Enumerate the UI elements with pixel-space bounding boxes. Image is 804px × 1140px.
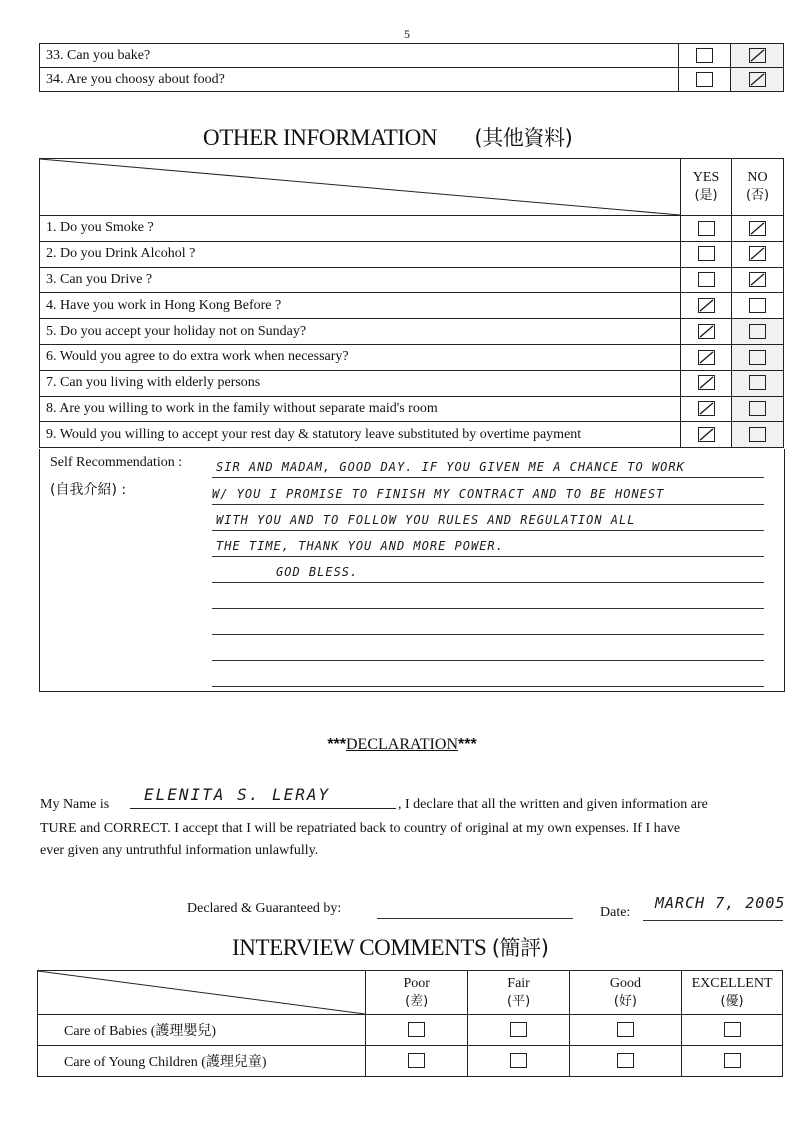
- no-cell: [732, 216, 784, 242]
- check-mark-icon: [750, 247, 765, 260]
- self-recommendation-line: SIR AND MADAM, GOOD DAY. IF YOU GIVEN ME A CHANCE TO WORK: [216, 460, 685, 474]
- rating-label-cn: (好): [613, 993, 638, 1009]
- question-row: [40, 267, 784, 293]
- check-mark-icon: [750, 49, 765, 62]
- page-number: 5: [404, 27, 410, 41]
- self-recommendation-line: WITH YOU AND TO FOLLOW YOU RULES AND REGULATION ALL: [216, 513, 636, 527]
- declaration-line2: TURE and CORRECT. I accept that I will be repatriated back to country of original at my own expenses. If I have: [40, 821, 681, 836]
- rating-cell: [682, 1015, 783, 1046]
- yes-checkbox[interactable]: [698, 246, 715, 261]
- question-text: 6. Would you agree to do extra work when necessary?: [40, 344, 681, 370]
- no-checkbox[interactable]: [749, 350, 766, 365]
- no-checkbox[interactable]: [749, 72, 766, 87]
- rating-cell: [468, 1046, 569, 1077]
- no-cell: [732, 396, 784, 422]
- question-text: 2. Do you Drink Alcohol ?: [40, 241, 681, 267]
- name-value: ELENITA S. LERAY: [144, 785, 331, 804]
- question-text: 4. Have you work in Hong Kong Before ?: [40, 293, 681, 319]
- check-mark-icon: [699, 299, 714, 312]
- declaration-line3: ever given any untruthful information unlawfully.: [40, 843, 319, 858]
- question-text: 7. Can you living with elderly persons: [40, 370, 681, 396]
- self-recommendation-cn: (自我介紹) :: [50, 482, 127, 498]
- interview-title-cn: (簡評): [491, 936, 549, 960]
- rating-cell: [569, 1046, 681, 1077]
- yes-cell: [681, 319, 732, 345]
- declared-by-label: Declared & Guaranteed by:: [187, 901, 342, 916]
- interview-title: [232, 932, 549, 962]
- no-cell: [732, 293, 784, 319]
- yes-checkbox[interactable]: [698, 324, 715, 339]
- writing-line: [212, 530, 764, 531]
- yes-header: [681, 159, 732, 216]
- diagonal-line: [40, 159, 680, 215]
- rating-checkbox[interactable]: [724, 1053, 741, 1068]
- no-header-cn: (否): [745, 188, 770, 203]
- question-row: [40, 319, 784, 345]
- rating-checkbox[interactable]: [408, 1053, 425, 1068]
- writing-line: [212, 660, 764, 661]
- check-mark-icon: [699, 325, 714, 338]
- rating-checkbox[interactable]: [510, 1053, 527, 1068]
- yes-checkbox[interactable]: [698, 272, 715, 287]
- rating-checkbox[interactable]: [510, 1022, 527, 1037]
- declaration-title: [0, 736, 804, 754]
- no-cell: [732, 344, 784, 370]
- other-info-title: [203, 122, 572, 152]
- question-text: 9. Would you willing to accept your rest day & statutory leave substituted by overtime payment: [40, 422, 681, 448]
- interview-row: [38, 1015, 783, 1046]
- interview-diagonal-line: [38, 971, 365, 1014]
- yes-cell: [681, 267, 732, 293]
- writing-line: [212, 634, 764, 635]
- check-mark-icon: [750, 73, 765, 86]
- rating-label-cn: (優): [720, 993, 744, 1009]
- no-checkbox[interactable]: [749, 48, 766, 63]
- question-text: 33. Can you bake?: [40, 44, 679, 68]
- rating-cell: [366, 1046, 468, 1077]
- declaration-title-text: DECLARATION: [346, 736, 458, 753]
- date-line: [643, 920, 783, 921]
- yes-cell: [681, 216, 732, 242]
- self-recommendation-box: [39, 449, 785, 692]
- question-row: [40, 396, 784, 422]
- question-row: [40, 370, 784, 396]
- check-mark-icon: [699, 402, 714, 415]
- other-info-title-en: OTHER INFORMATION: [203, 125, 438, 150]
- no-checkbox[interactable]: [749, 246, 766, 261]
- declaration-line1: [40, 785, 786, 816]
- no-cell: [732, 370, 784, 396]
- rating-checkbox[interactable]: [617, 1022, 634, 1037]
- rating-label: EXCELLENT: [691, 975, 773, 991]
- yes-checkbox[interactable]: [698, 375, 715, 390]
- rating-column-header: [569, 971, 681, 1015]
- other-info-table: [39, 158, 784, 448]
- no-checkbox[interactable]: [749, 427, 766, 442]
- question-row: [40, 293, 784, 319]
- yes-cell: [681, 241, 732, 267]
- date-label: Date:: [600, 905, 631, 920]
- yes-checkbox[interactable]: [698, 350, 715, 365]
- no-cell: [731, 44, 784, 68]
- yes-checkbox[interactable]: [696, 48, 713, 63]
- header-diagonal-cell: [40, 159, 681, 216]
- yes-checkbox[interactable]: [698, 401, 715, 416]
- no-checkbox[interactable]: [749, 298, 766, 313]
- rating-checkbox[interactable]: [617, 1053, 634, 1068]
- top-questions-table: [39, 43, 784, 92]
- check-mark-icon: [699, 428, 714, 441]
- rating-cell: [569, 1015, 681, 1046]
- writing-line: [212, 582, 764, 583]
- yes-cell: [681, 396, 732, 422]
- other-info-title-cn: (其他資料): [474, 126, 573, 150]
- check-mark-icon: [750, 222, 765, 235]
- yes-cell: [679, 68, 731, 92]
- yes-cell: [681, 344, 732, 370]
- no-checkbox[interactable]: [749, 272, 766, 287]
- rating-cell: [366, 1015, 468, 1046]
- rating-label-cn: (平): [507, 993, 531, 1009]
- question-text: 3. Can you Drive ?: [40, 267, 681, 293]
- no-cell: [732, 422, 784, 448]
- rating-column-header: [682, 971, 783, 1015]
- yes-checkbox[interactable]: [698, 427, 715, 442]
- yes-header-cn: (是): [694, 188, 718, 203]
- self-recommendation-line: GOD BLESS.: [276, 565, 359, 579]
- interview-row-label: Care of Young Children (護理兒童): [38, 1046, 366, 1077]
- no-checkbox[interactable]: [749, 375, 766, 390]
- yes-cell: [681, 370, 732, 396]
- rating-cell: [468, 1015, 569, 1046]
- interview-table: [37, 970, 783, 1077]
- question-row: [40, 68, 784, 92]
- no-header: [732, 159, 784, 216]
- rating-cell: [682, 1046, 783, 1077]
- self-recommendation-line: THE TIME, THANK YOU AND MORE POWER.: [216, 539, 504, 553]
- yes-checkbox[interactable]: [698, 221, 715, 236]
- rating-label-cn: (差): [405, 993, 429, 1009]
- no-cell: [731, 68, 784, 92]
- name-field: [130, 782, 396, 809]
- rating-column-header: [366, 971, 468, 1015]
- rating-checkbox[interactable]: [724, 1022, 741, 1037]
- question-text: 8. Are you willing to work in the family without separate maid's room: [40, 396, 681, 422]
- rating-checkbox[interactable]: [408, 1022, 425, 1037]
- no-header-label: NO: [747, 170, 768, 185]
- question-text: 1. Do you Smoke ?: [40, 216, 681, 242]
- question-row: [40, 216, 784, 242]
- check-mark-icon: [699, 351, 714, 364]
- question-text: 5. Do you accept your holiday not on Sunday?: [40, 319, 681, 345]
- no-cell: [732, 241, 784, 267]
- yes-cell: [681, 422, 732, 448]
- self-recommendation-line: W/ YOU I PROMISE TO FINISH MY CONTRACT AND TO BE HONEST: [212, 487, 665, 501]
- rating-column-header: [468, 971, 569, 1015]
- interview-row: [38, 1046, 783, 1077]
- declaration-line1-rest: , I declare that all the written and given information are: [398, 797, 708, 812]
- yes-cell: [681, 293, 732, 319]
- writing-line: [212, 504, 764, 505]
- yes-checkbox[interactable]: [698, 298, 715, 313]
- rating-label: Fair: [507, 975, 530, 991]
- no-checkbox[interactable]: [749, 221, 766, 236]
- yes-cell: [679, 44, 731, 68]
- no-cell: [732, 319, 784, 345]
- question-row: [40, 422, 784, 448]
- yes-header-label: YES: [692, 170, 720, 185]
- interview-title-en: INTERVIEW COMMENTS: [232, 935, 487, 960]
- declared-by-line: [377, 918, 573, 919]
- check-mark-icon: [750, 273, 765, 286]
- declaration-text: [40, 785, 786, 862]
- declaration-title-suffix: ***: [458, 736, 477, 753]
- interview-diagonal-cell: [38, 971, 366, 1015]
- yes-checkbox[interactable]: [696, 72, 713, 87]
- no-checkbox[interactable]: [749, 401, 766, 416]
- question-row: [40, 344, 784, 370]
- no-checkbox[interactable]: [749, 324, 766, 339]
- check-mark-icon: [699, 376, 714, 389]
- writing-line: [212, 608, 764, 609]
- self-recommendation-label: Self Recommendation :: [50, 455, 183, 470]
- no-cell: [732, 267, 784, 293]
- writing-line: [212, 686, 764, 687]
- question-row: [40, 241, 784, 267]
- interview-row-label: Care of Babies (護理嬰兒): [38, 1015, 366, 1046]
- date-value: MARCH 7, 2005: [655, 894, 786, 912]
- writing-line: [212, 477, 764, 478]
- question-text: 34. Are you choosy about food?: [40, 68, 679, 92]
- my-name-label: My Name is: [40, 797, 110, 812]
- question-row: [40, 44, 784, 68]
- writing-line: [212, 556, 764, 557]
- declaration-title-prefix: ***: [327, 736, 346, 753]
- rating-label: Poor: [403, 975, 430, 991]
- rating-label: Good: [609, 975, 641, 991]
